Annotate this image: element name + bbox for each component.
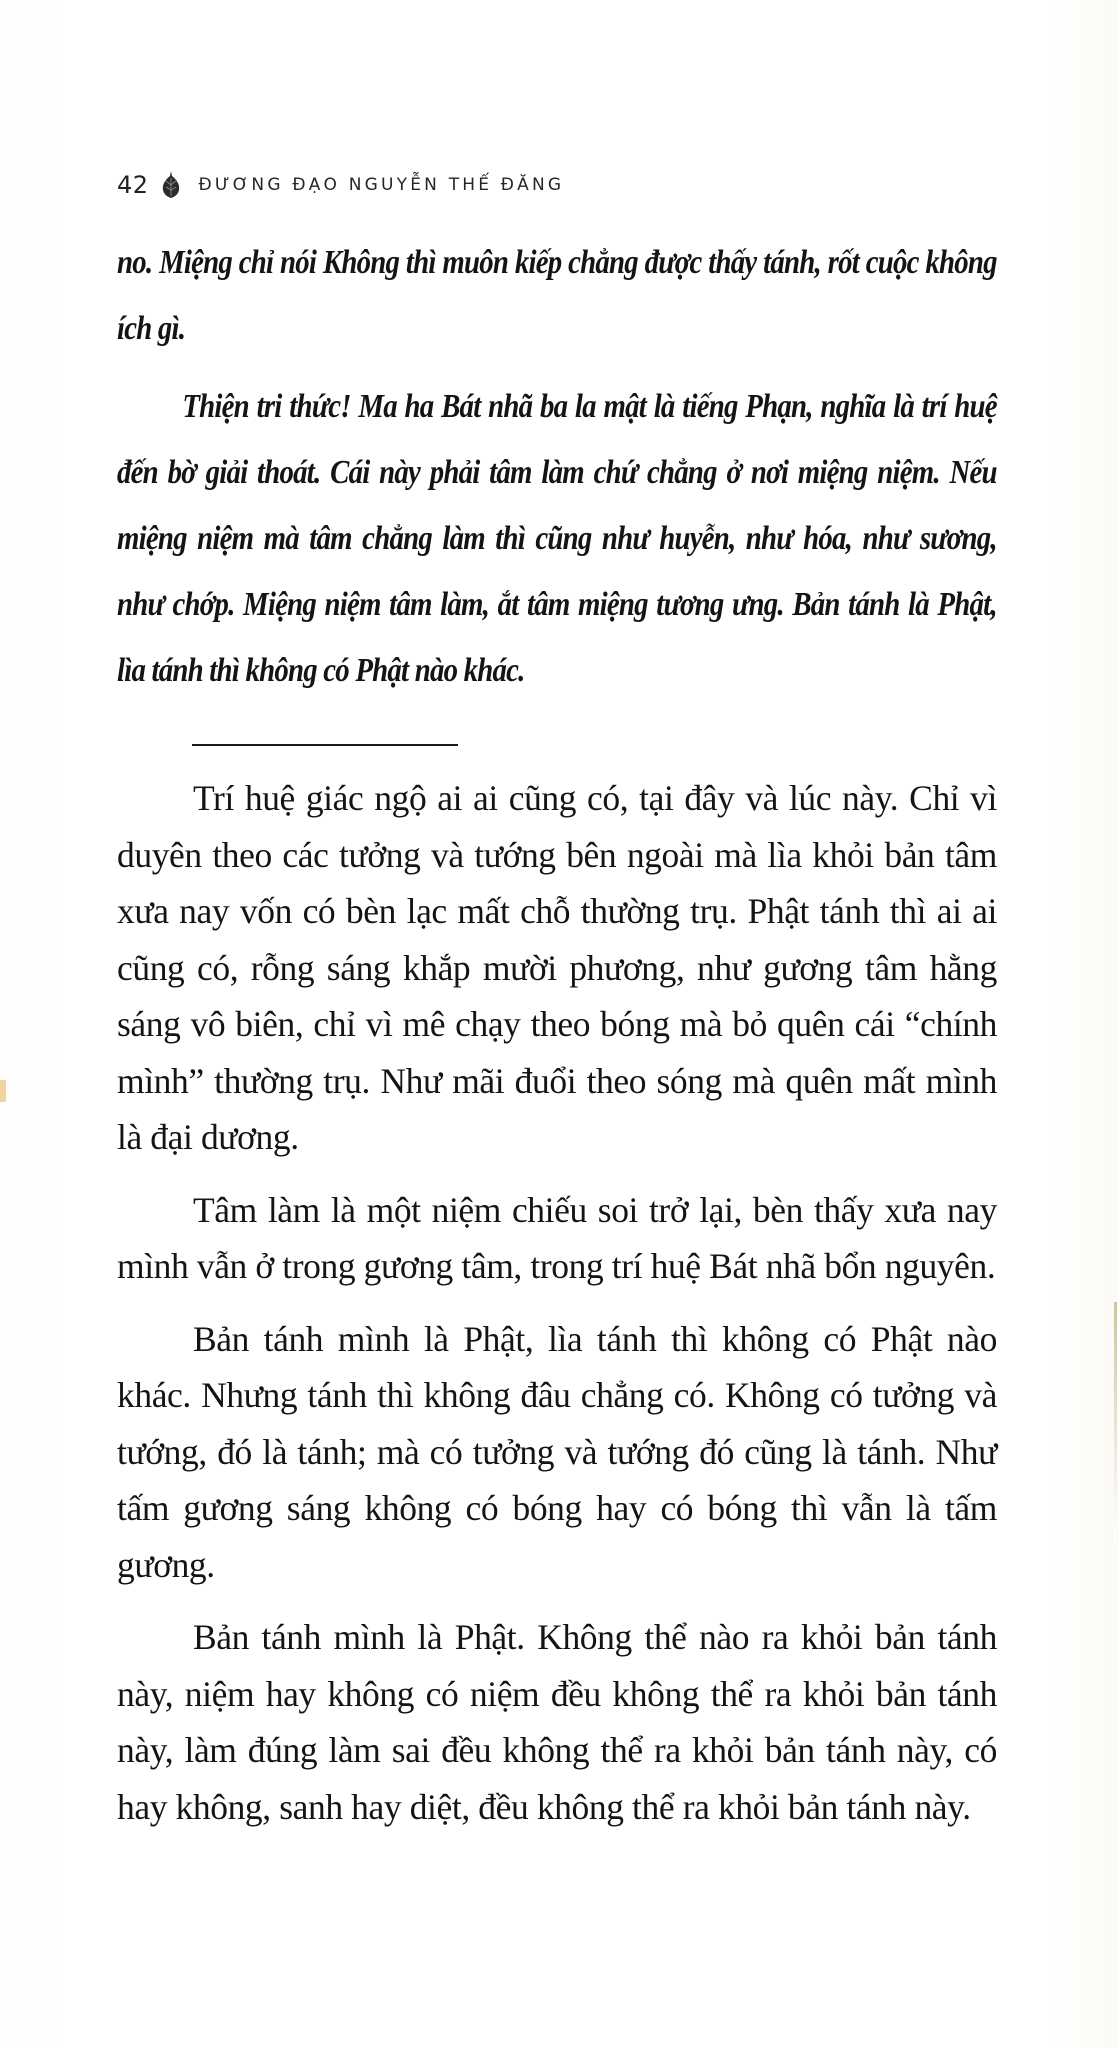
section-divider bbox=[192, 744, 458, 746]
book-author: ĐƯƠNG ĐẠO NGUYỄN THẾ ĐĂNG bbox=[198, 175, 565, 195]
page-edge-stain bbox=[0, 1080, 6, 1102]
commentary-paragraph: Bản tánh mình là Phật, lìa tánh thì không có Phật nào khác. Nhưng tánh thì không đâu chẳng có. Không có tưởng và tướng, đó là tánh; mà có tưởng và tướng đó cũng là tánh. Như tấm gương sáng không có bóng hay có bóng thì vẫn là tấm gương. bbox=[117, 1318, 997, 1585]
commentary-paragraph: Bản tánh mình là Phật. Không thể nào ra khỏi bản tánh này, niệm hay không có niệm đều không thể ra khỏi bản tánh này, làm đúng làm sai đều không thể ra khỏi bản tánh này, có hay không, sanh hay diệt, đều không thể ra khỏi bản tánh này. bbox=[117, 1617, 997, 1827]
quote-paragraph: Thiện tri thức! Ma ha Bát nhã ba la mật là tiếng Phạn, nghĩa là trí huệ đến bờ giải thoát. Cái này phải tâm làm chứ chẳng ở nơi miệng niệm. Nếu miệng niệm mà tâm chẳng làm thì cũng như huyễn, như hóa, như sương, như chớp. Miệng niệm tâm làm, ắt tâm miệng tương ưng. Bản tánh là Phật, lìa tánh thì không có Phật nào khác. bbox=[117, 388, 997, 689]
page-edge-shadow bbox=[1114, 1302, 1117, 1542]
commentary-paragraph: Tâm làm là một niệm chiếu soi trở lại, bèn thấy xưa nay mình vẫn ở trong gương tâm, trong trí huệ Bát nhã bổn nguyên. bbox=[117, 1189, 997, 1286]
running-head bbox=[117, 167, 564, 203]
commentary-paragraph: Trí huệ giác ngộ ai ai cũng có, tại đây và lúc này. Chỉ vì duyên theo các tưởng và tướng bên ngoài mà lìa khỏi bản tâm xưa nay vốn có bèn lạc mất chỗ thường trụ. Phật tánh thì ai ai cũng có, rỗng sáng khắp mười phương, như gương tâm hằng sáng vô biên, chỉ vì mê chạy theo bóng mà bỏ quên cái “chính mình” thường trụ. Như mãi đuổi theo sóng mà quên mất mình là đại dương. bbox=[117, 778, 997, 1157]
bodhi-leaf-icon bbox=[161, 171, 181, 199]
quote-paragraph: no. Miệng chỉ nói Không thì muôn kiếp chẳng được thấy tánh, rốt cuộc không ích gì. bbox=[117, 244, 997, 347]
page-number: 42 bbox=[117, 171, 149, 199]
commentary bbox=[117, 770, 997, 1835]
sutra-quote bbox=[117, 230, 997, 704]
